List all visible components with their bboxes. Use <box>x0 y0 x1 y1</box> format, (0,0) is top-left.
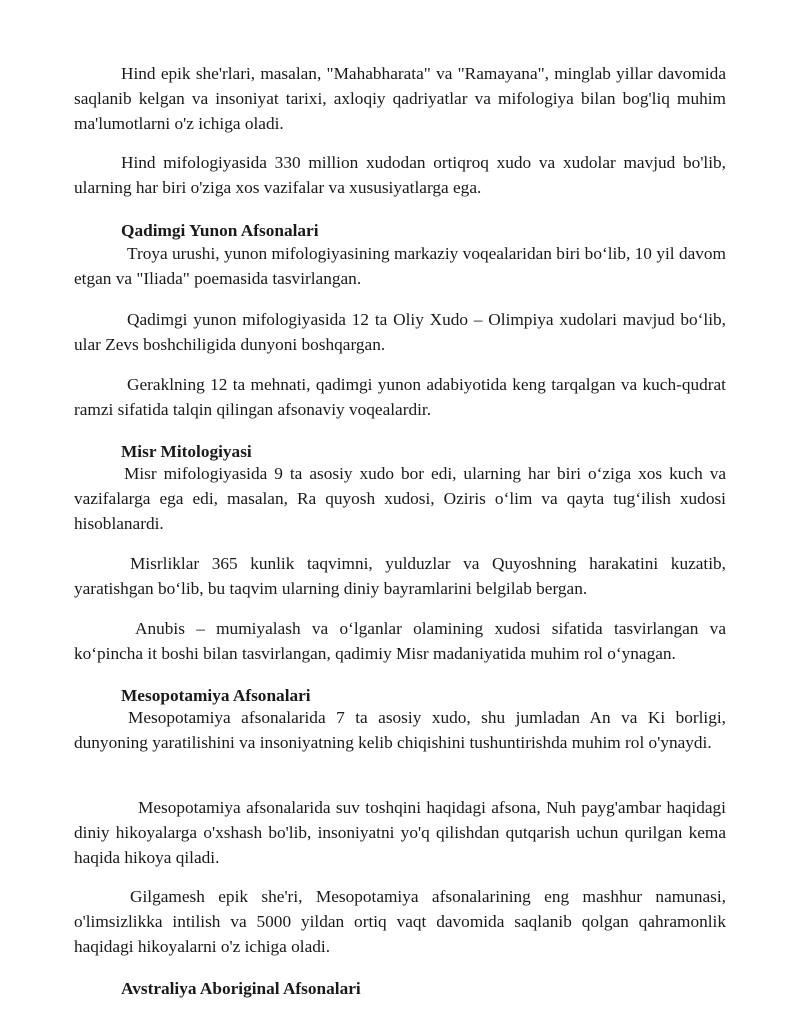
paragraph-flood-myth: Mesopotamiya afsonalarida suv toshqini haqidagi afsona, Nuh payg'ambar haqidagi diniy hikoyalarga o'xshash bo'lib, insoniyatni yo'q qilishdan qutqarish uchun qurilgan kema haqida hikoya qiladi. <box>74 798 726 867</box>
paragraph-hind-gods: Hind mifologiyasida 330 million xudodan ortiqroq xudo va xudolar mavjud bo'lib, ularning har biri o'ziga xos vazifalar va xususiyatlarga ega. <box>74 153 726 197</box>
paragraph-hind-epics: Hind epik she'rlari, masalan, "Mahabharata" va "Ramayana", minglab yillar davomida saqlanib kelgan va insoniyat tarixi, axloqiy qadriyatlar va mifologiya bilan bog'liq muhim ma'lumotlarni o'z ichiga oladi. <box>74 64 726 133</box>
paragraph-heracles-labours: Geraklning 12 ta mehnati, qadimgi yunon adabiyotida keng tarqalgan va kuch-qudrat ramzi sifatida talqin qilingan afsonaviy voqealardir. <box>74 375 726 419</box>
heading-aboriginal-myths: Avstraliya Aboriginal Afsonalari <box>121 979 361 998</box>
paragraph-egypt-gods: Misr mifologiyasida 9 ta asosiy xudo bor edi, ularning har biri o‘ziga xos kuch va vazifalarga ega edi, masalan, Ra quyosh xudosi, Oziris o‘lim va qayta tug‘ilish xudosi hisoblanardi. <box>74 464 726 533</box>
heading-egypt-myths: Misr Mitologiyasi <box>121 442 252 461</box>
heading-greek-myths: Qadimgi Yunon Afsonalari <box>121 221 319 240</box>
paragraph-gilgamesh: Gilgamesh epik she'ri, Mesopotamiya afsonalarining eng mashhur namunasi, o'limsizlikka intilish va 5000 yildan ortiq vaqt davomida saqlanib qolgan qahramonlik haqidagi hikoyalarni o'z ichiga oladi. <box>74 887 726 956</box>
paragraph-troy-war: Troya urushi, yunon mifologiyasining markaziy voqealaridan biri bo‘lib, 10 yil davom etgan va "Iliada" poemasida tasvirlangan. <box>74 244 726 288</box>
paragraph-anubis: Anubis – mumiyalash va o‘lganlar olamining xudosi sifatida tasvirlangan va ko‘pincha it boshi bilan tasvirlangan, qadimiy Misr madaniyatida muhim rol o‘ynagan. <box>74 619 726 663</box>
paragraph-mesopotamia-gods: Mesopotamiya afsonalarida 7 ta asosiy xudo, shu jumladan An va Ki borligi, dunyoning yaratilishini va insoniyatning kelib chiqishini tushuntirishda muhim rol o'ynaydi. <box>74 708 726 752</box>
paragraph-olympian-gods: Qadimgi yunon mifologiyasida 12 ta Oliy Xudo – Olimpiya xudolari mavjud bo‘lib, ular Zevs boshchiligida dunyoni boshqargan. <box>74 310 726 354</box>
paragraph-egypt-calendar: Misrliklar 365 kunlik taqvimni, yulduzlar va Quyoshning harakatini kuzatib, yaratishgan bo‘lib, bu taqvim ularning diniy bayramlarini belgilab bergan. <box>74 554 726 598</box>
heading-mesopotamia-myths: Mesopotamiya Afsonalari <box>121 686 311 705</box>
